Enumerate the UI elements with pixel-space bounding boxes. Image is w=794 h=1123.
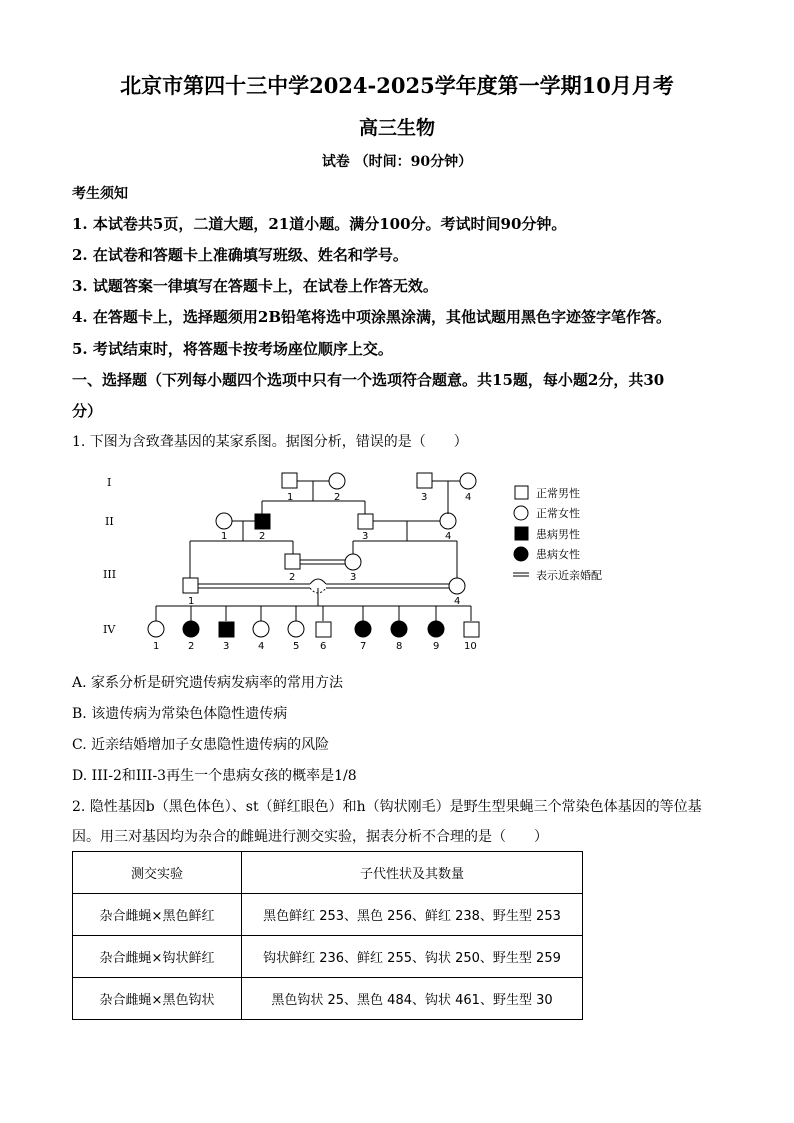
ind-label: 4	[454, 596, 461, 607]
ind-label: 4	[258, 641, 265, 652]
gen4-female-4	[253, 621, 269, 637]
table-cell: 黑色钩状 25、黑色 484、钩状 461、野生型 30	[242, 978, 583, 1020]
page-title: 北京市第四十三中学2024-2025学年度第一学期10月月考	[120, 73, 674, 98]
gen4-male-10	[464, 622, 479, 637]
ind-label: 2	[334, 492, 341, 503]
table-header: 测交实验	[73, 852, 242, 894]
legend-affected-female-icon	[514, 547, 528, 561]
legend-affected-male-icon	[515, 527, 528, 540]
legend-normal-male-icon	[515, 486, 528, 499]
gen2-female-4	[440, 513, 456, 529]
notice-item: 5. 考试结束时，将答题卡按考场座位顺序上交。	[72, 340, 393, 358]
gen4-affected-female-9	[428, 621, 444, 637]
ind-label: 10	[464, 641, 477, 652]
gen2-female-1	[216, 513, 232, 529]
ind-label: 3	[421, 492, 428, 503]
table-row	[73, 894, 583, 936]
ind-label: 8	[396, 641, 403, 652]
table-cell: 黑色鲜红 253、黑色 256、鲜红 238、野生型 253	[242, 894, 583, 936]
question-2-stem: 2. 隐性基因b（黑色体色）、st（鲜红眼色）和h（钩状刚毛）是野生型果蝇三个常染色体基因的等位基	[72, 799, 702, 815]
notice-item: 2. 在试卷和答题卡上准确填写班级、姓名和学号。	[72, 246, 408, 264]
option-b: B. 该遗传病为常染色体隐性遗传病	[72, 706, 288, 722]
gen4-affected-male-3	[219, 622, 234, 637]
ind-label: 1	[153, 641, 160, 652]
gen4-affected-female-7	[355, 621, 371, 637]
gen1-female-4	[460, 473, 476, 489]
ind-label: 7	[360, 641, 367, 652]
ind-label: 4	[465, 492, 472, 503]
testcross-table	[72, 851, 583, 1020]
question-2-stem-cont: 因。用三对基因均为杂合的雌蝇进行测交实验，据表分析不合理的是（ ）	[72, 829, 548, 845]
gen4-female-5	[288, 621, 304, 637]
ind-label: 6	[320, 641, 327, 652]
gen1-male-3	[417, 473, 432, 488]
page-subtitle: 高三生物	[358, 117, 435, 139]
gen2-male-3	[358, 514, 373, 529]
notice-item: 1. 本试卷共5页，二道大题，21道小题。满分100分。考试时间90分钟。	[72, 215, 567, 233]
option-a: A. 家系分析是研究遗传病发病率的常用方法	[72, 675, 344, 691]
ind-label: 1	[221, 531, 228, 542]
ind-label: 2	[259, 531, 266, 542]
table-cell: 杂合雌蝇×黑色钩状	[73, 978, 242, 1020]
exam-info: 试卷 （时间：90分钟）	[321, 154, 473, 170]
gen1-male-1	[282, 473, 297, 488]
gen-label: II	[105, 515, 114, 528]
gen-label: IV	[103, 623, 116, 636]
gen4-male-6	[316, 622, 331, 637]
ind-label: 1	[287, 492, 294, 503]
gen-label: III	[103, 568, 117, 581]
pedigree-chart	[95, 465, 625, 655]
ind-label: 2	[188, 641, 195, 652]
gen-label: I	[107, 476, 112, 489]
ind-label: 9	[433, 641, 440, 652]
notice-item: 4. 在答题卡上，选择题须用2B铅笔将选中项涂黑涂满，其他试题用黑色字迹签字笔作答。	[72, 308, 672, 326]
legend-label: 患病男性	[536, 528, 580, 541]
gen2-affected-male-2	[255, 514, 270, 529]
table-cell: 杂合雌蝇×黑色鲜红	[73, 894, 242, 936]
legend-normal-female-icon	[514, 506, 528, 520]
legend-label: 正常男性	[536, 487, 580, 500]
section-heading-cont: 分）	[72, 402, 103, 420]
gen1-female-2	[329, 473, 345, 489]
notice-heading: 考生须知	[72, 186, 128, 202]
ind-label: 5	[293, 641, 300, 652]
gen4-affected-female-8	[391, 621, 407, 637]
legend-label: 表示近亲婚配	[536, 569, 602, 582]
gen3-female-3	[345, 554, 361, 570]
gen3-male-1	[183, 578, 198, 593]
question-1-stem: 1. 下图为含致聋基因的某家系图。据图分析，错误的是（ ）	[72, 434, 468, 450]
table-row	[73, 978, 583, 1020]
table-header-row	[73, 852, 583, 894]
gen3-male-2	[285, 554, 300, 569]
legend-label: 正常女性	[536, 507, 580, 520]
ind-label: 4	[445, 531, 452, 542]
table-cell: 杂合雌蝇×钩状鲜红	[73, 936, 242, 978]
ind-label: 2	[289, 572, 296, 583]
ind-label: 3	[223, 641, 230, 652]
gen3-female-4	[449, 578, 465, 594]
table-row	[73, 936, 583, 978]
ind-label: 3	[350, 572, 357, 583]
ind-label: 1	[188, 596, 195, 607]
section-heading: 一、选择题（下列每小题四个选项中只有一个选项符合题意。共15题，每小题2分，共30	[72, 371, 665, 389]
notice-item: 3. 试题答案一律填写在答题卡上，在试卷上作答无效。	[72, 277, 438, 295]
ind-label: 3	[362, 531, 369, 542]
table-cell: 钩状鲜红 236、鲜红 255、钩状 250、野生型 259	[242, 936, 583, 978]
gen4-affected-female-2	[183, 621, 199, 637]
table-header: 子代性状及其数量	[242, 852, 583, 894]
option-d: D. III-2和III-3再生一个患病女孩的概率是1/8	[72, 768, 357, 784]
legend-label: 患病女性	[536, 548, 580, 561]
gen4-female-1	[148, 621, 164, 637]
option-c: C. 近亲结婚增加子女患隐性遗传病的风险	[72, 737, 330, 753]
